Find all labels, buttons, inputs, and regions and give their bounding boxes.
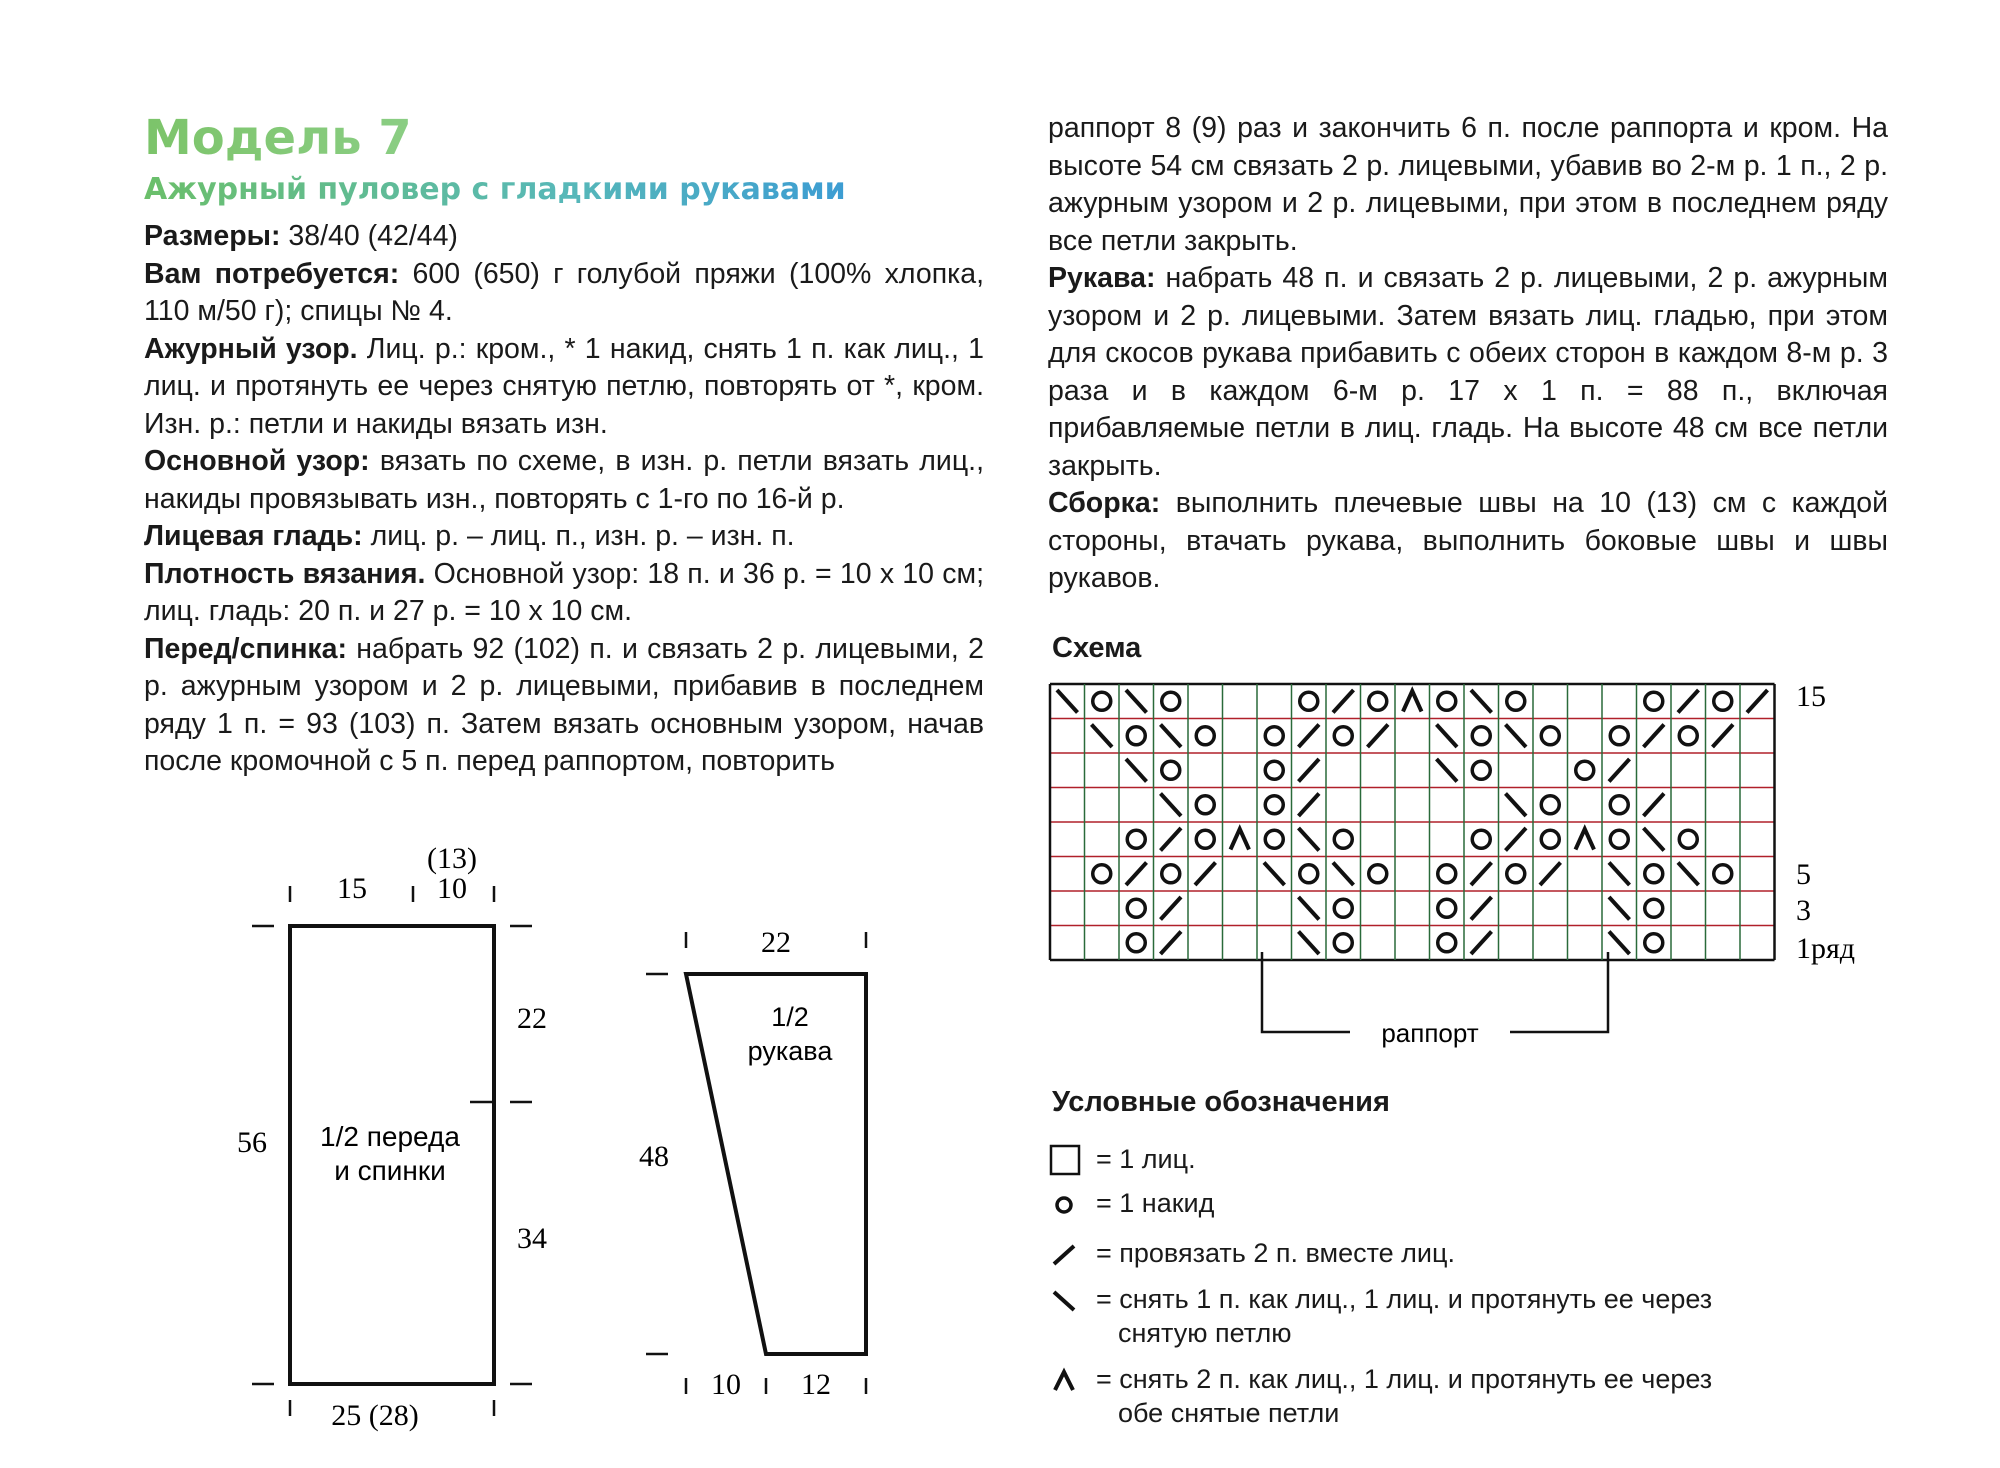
legend-item (1048, 1362, 1712, 1430)
row-label-15: 15 (1796, 680, 1826, 713)
ssk-symbol (1126, 759, 1147, 782)
k2tog-symbol (1333, 690, 1354, 713)
paragraph-text: Лиц. р.: кром., * 1 накид, снять 1 п. как лиц., 1 лиц. и протянуть ее через снятую петлю, повторять от *, кром. Изн. р.: петли и накиды вязать изн. (144, 332, 984, 440)
dim-right-bottom: 34 (517, 1222, 547, 1255)
sleeve-pattern-diagram (620, 920, 900, 1410)
paragraph-text: 38/40 (42/44) (280, 220, 458, 252)
paragraph-text: набрать 92 (102) п. и связать 2 р. лицевыми, 2 р. ажурным узором и 2 р. лицевыми, прибавив в последнем ряду 1 п. = 93 (103) п. Затем вязать основным узором, начав после кромочной с 5 п. перед раппортом, повторить (144, 632, 984, 777)
left-column (144, 110, 984, 781)
k2tog-symbol (1368, 725, 1389, 748)
yarn-over-symbol (1196, 830, 1214, 848)
ssk-symbol (1126, 690, 1147, 713)
yarn-over-symbol (1093, 865, 1111, 883)
yarn-over-symbol (1369, 865, 1387, 883)
yarn-over-symbol (1576, 761, 1594, 779)
sleeve-label-line2: рукава (747, 1036, 833, 1066)
ssk-symbol (1092, 725, 1113, 748)
caret-icon (1048, 1362, 1084, 1396)
ssk-symbol (1609, 863, 1630, 886)
k2tog-symbol (1195, 863, 1216, 886)
ssk-symbol (1506, 794, 1527, 817)
yarn-over-symbol (1438, 934, 1456, 952)
yarn-over-symbol (1679, 727, 1697, 745)
yarn-over-symbol (1265, 761, 1283, 779)
page-title: Модель 7 (144, 110, 984, 166)
left-paragraph (144, 256, 984, 331)
legend-text: = снять 2 п. как лиц., 1 лиц. и протянуть ее через (1096, 1364, 1713, 1394)
k2tog-symbol (1126, 863, 1147, 886)
left-paragraph (144, 218, 984, 256)
slash-icon (1048, 1236, 1084, 1270)
knitting-chart (1040, 670, 1900, 1060)
right-paragraph (1048, 260, 1888, 485)
ssk-symbol (1609, 897, 1630, 920)
paragraph-text: раппорт 8 (9) раз и закончить 6 п. после раппорта и кром. На высоте 54 см связать 2 р. лицевыми, убавив во 2-м р. 1 п., 2 р. ажурным узором и 2 р. лицевыми, при этом в последнем ряду все петли закрыть. (1048, 112, 1888, 257)
yarn-over-symbol (1300, 692, 1318, 710)
yarn-over-symbol (1541, 727, 1559, 745)
k2tog-symbol (1471, 863, 1492, 886)
k2tog-symbol (1299, 725, 1320, 748)
yarn-over-symbol (1334, 727, 1352, 745)
k2tog-symbol (1713, 725, 1734, 748)
ssk-symbol (1471, 690, 1492, 713)
circle-icon (1048, 1186, 1084, 1220)
row-label-5: 5 (1796, 858, 1811, 891)
legend-text: = провязать 2 п. вместе лиц. (1096, 1238, 1455, 1268)
double-decrease-symbol (1231, 829, 1250, 850)
k2tog-symbol (1644, 794, 1665, 817)
paragraph-label: Вам потребуется: (144, 257, 400, 290)
yarn-over-symbol (1645, 865, 1663, 883)
double-decrease-symbol (1576, 829, 1595, 850)
ssk-symbol (1609, 932, 1630, 955)
ssk-symbol (1437, 759, 1458, 782)
dim-top-b: 10 (437, 872, 467, 905)
legend-item (1048, 1142, 1196, 1176)
ssk-symbol (1057, 690, 1078, 713)
yarn-over-symbol (1714, 692, 1732, 710)
k2tog-symbol (1299, 759, 1320, 782)
paragraph-label: Ажурный узор. (144, 332, 358, 365)
yarn-over-symbol (1507, 692, 1525, 710)
yarn-over-symbol (1334, 899, 1352, 917)
yarn-over-symbol (1196, 796, 1214, 814)
yarn-over-symbol (1438, 865, 1456, 883)
left-paragraph (144, 631, 984, 781)
ssk-symbol (1437, 725, 1458, 748)
sleeve-label-line1: 1/2 (771, 1002, 809, 1032)
yarn-over-symbol (1265, 796, 1283, 814)
paragraph-label: Перед/спинка: (144, 632, 348, 665)
k2tog-symbol (1471, 932, 1492, 955)
yarn-over-symbol (1369, 692, 1387, 710)
paragraph-label: Основной узор: (144, 445, 370, 477)
left-paragraph (144, 556, 984, 631)
front-back-pattern-diagram (230, 840, 560, 1440)
ssk-symbol (1678, 863, 1699, 886)
yarn-over-symbol (1645, 692, 1663, 710)
sleeve-dim-bottom-b: 12 (801, 1368, 831, 1401)
paragraph-label: Размеры: (144, 220, 281, 252)
paragraph-label: Плотность вязания. (144, 557, 426, 590)
paragraph-text: вязать по схеме, в изн. р. петли вязать лиц., накиды провязывать изн., повторять с 1-го по 16-й р. (144, 445, 984, 515)
k2tog-symbol (1506, 828, 1527, 851)
yarn-over-symbol (1162, 761, 1180, 779)
backslash-icon (1048, 1282, 1084, 1316)
yarn-over-symbol (1714, 865, 1732, 883)
paragraph-text: выполнить плечевые швы на 10 (13) см с каждой стороны, втачать рукава, выполнить боковые швы и швы рукавов. (1048, 487, 1888, 594)
yarn-over-symbol (1196, 727, 1214, 745)
yarn-over-symbol (1127, 934, 1145, 952)
legend-item (1048, 1186, 1214, 1220)
yarn-over-symbol (1300, 865, 1318, 883)
yarn-over-symbol (1679, 830, 1697, 848)
k2tog-symbol (1644, 725, 1665, 748)
k2tog-symbol (1299, 794, 1320, 817)
ssk-symbol (1264, 863, 1285, 886)
k2tog-symbol (1609, 759, 1630, 782)
schema-title: Схема (1052, 632, 1142, 664)
yarn-over-symbol (1127, 830, 1145, 848)
repeat-label: раппорт (1381, 1018, 1479, 1048)
yarn-over-symbol (1610, 830, 1628, 848)
ssk-symbol (1333, 863, 1354, 886)
yarn-over-symbol (1162, 692, 1180, 710)
yarn-over-symbol (1610, 727, 1628, 745)
sleeve-dim-top: 22 (761, 926, 791, 959)
yarn-over-symbol (1472, 727, 1490, 745)
k2tog-symbol (1540, 863, 1561, 886)
k2tog-symbol (1471, 897, 1492, 920)
paragraph-label: Рукава: (1048, 262, 1156, 294)
ssk-symbol (1506, 725, 1527, 748)
yarn-over-symbol (1541, 796, 1559, 814)
yarn-over-symbol (1645, 934, 1663, 952)
right-text-block (1048, 110, 1888, 598)
dim-top-b-alt: (13) (427, 842, 477, 875)
legend-title: Условные обозначения (1052, 1086, 1390, 1118)
ssk-symbol (1161, 794, 1182, 817)
legend-text: = 1 накид (1096, 1188, 1215, 1218)
ssk-symbol (1161, 725, 1182, 748)
k2tog-symbol (1161, 897, 1182, 920)
paragraph-text: лиц. р. – лиц. п., изн. р. – изн. п. (362, 520, 795, 552)
yarn-over-symbol (1334, 830, 1352, 848)
left-paragraph (144, 443, 984, 518)
left-paragraph (144, 518, 984, 556)
ssk-symbol (1299, 932, 1320, 955)
row-label-1: 1ряд (1796, 932, 1856, 965)
empty-square-icon (1048, 1142, 1084, 1176)
left-text-block (144, 218, 984, 781)
left-paragraph (144, 331, 984, 444)
paragraph-label: Сборка: (1048, 487, 1161, 519)
yarn-over-symbol (1334, 934, 1352, 952)
yarn-over-symbol (1127, 899, 1145, 917)
dim-right-top: 22 (517, 1002, 547, 1035)
dim-left: 56 (237, 1126, 267, 1159)
dim-bottom: 25 (28) (331, 1399, 419, 1432)
yarn-over-symbol (1438, 692, 1456, 710)
ssk-symbol (1299, 897, 1320, 920)
front-label-line2: и спинки (334, 1155, 446, 1186)
sleeve-dim-bottom-a: 10 (711, 1368, 741, 1401)
paragraph-text: Основной узор: 18 п. и 36 р. = 10 х 10 см; лиц. гладь: 20 п. и 27 р. = 10 х 10 см. (144, 557, 985, 627)
right-paragraph (1048, 110, 1888, 260)
legend-item (1048, 1236, 1455, 1270)
yarn-over-symbol (1265, 830, 1283, 848)
page-subtitle: Ажурный пуловер с гладкими рукавами (144, 172, 984, 208)
row-label-3: 3 (1796, 894, 1811, 927)
k2tog-symbol (1161, 828, 1182, 851)
legend-text-continued: обе снятые петли (1118, 1398, 1340, 1428)
k2tog-symbol (1747, 690, 1768, 713)
legend-item (1048, 1282, 1712, 1350)
paragraph-label: Лицевая гладь: (144, 520, 363, 552)
yarn-over-symbol (1265, 727, 1283, 745)
yarn-over-symbol (1472, 761, 1490, 779)
legend-text-continued: снятую петлю (1118, 1318, 1292, 1348)
legend-text: = 1 лиц. (1096, 1144, 1196, 1174)
yarn-over-symbol (1541, 830, 1559, 848)
k2tog-symbol (1678, 690, 1699, 713)
paragraph-text: 600 (650) г голубой пряжи (100% хлопка, 110 м/50 г); спицы № 4. (144, 257, 984, 327)
k2tog-symbol (1161, 932, 1182, 955)
double-decrease-symbol (1403, 691, 1422, 712)
ssk-symbol (1644, 828, 1665, 851)
yarn-over-symbol (1162, 865, 1180, 883)
right-paragraph (1048, 485, 1888, 598)
ssk-symbol (1299, 828, 1320, 851)
legend-text: = снять 1 п. как лиц., 1 лиц. и протянуть ее через (1096, 1284, 1713, 1314)
yarn-over-symbol (1610, 796, 1628, 814)
yarn-over-symbol (1645, 899, 1663, 917)
front-label-line1: 1/2 переда (320, 1121, 460, 1152)
sleeve-dim-left: 48 (639, 1140, 669, 1173)
dim-top-a: 15 (337, 872, 367, 905)
right-column (1048, 110, 1888, 598)
yarn-over-symbol (1127, 727, 1145, 745)
yarn-over-symbol (1472, 830, 1490, 848)
paragraph-text: набрать 48 п. и связать 2 р. лицевыми, 2 р. ажурным узором и 2 р. лицевыми. Затем вязать лиц. гладью, при этом для скосов рукава прибавить с обеих сторон в каждом 8-м р. 3 раза и в каждом 6-м р. 17 х 1 п. = 88 п., включая прибавляемые петли в лиц. гладь. На высоте 48 см все петли закрыть. (1048, 262, 1888, 482)
yarn-over-symbol (1093, 692, 1111, 710)
yarn-over-symbol (1507, 865, 1525, 883)
yarn-over-symbol (1438, 899, 1456, 917)
